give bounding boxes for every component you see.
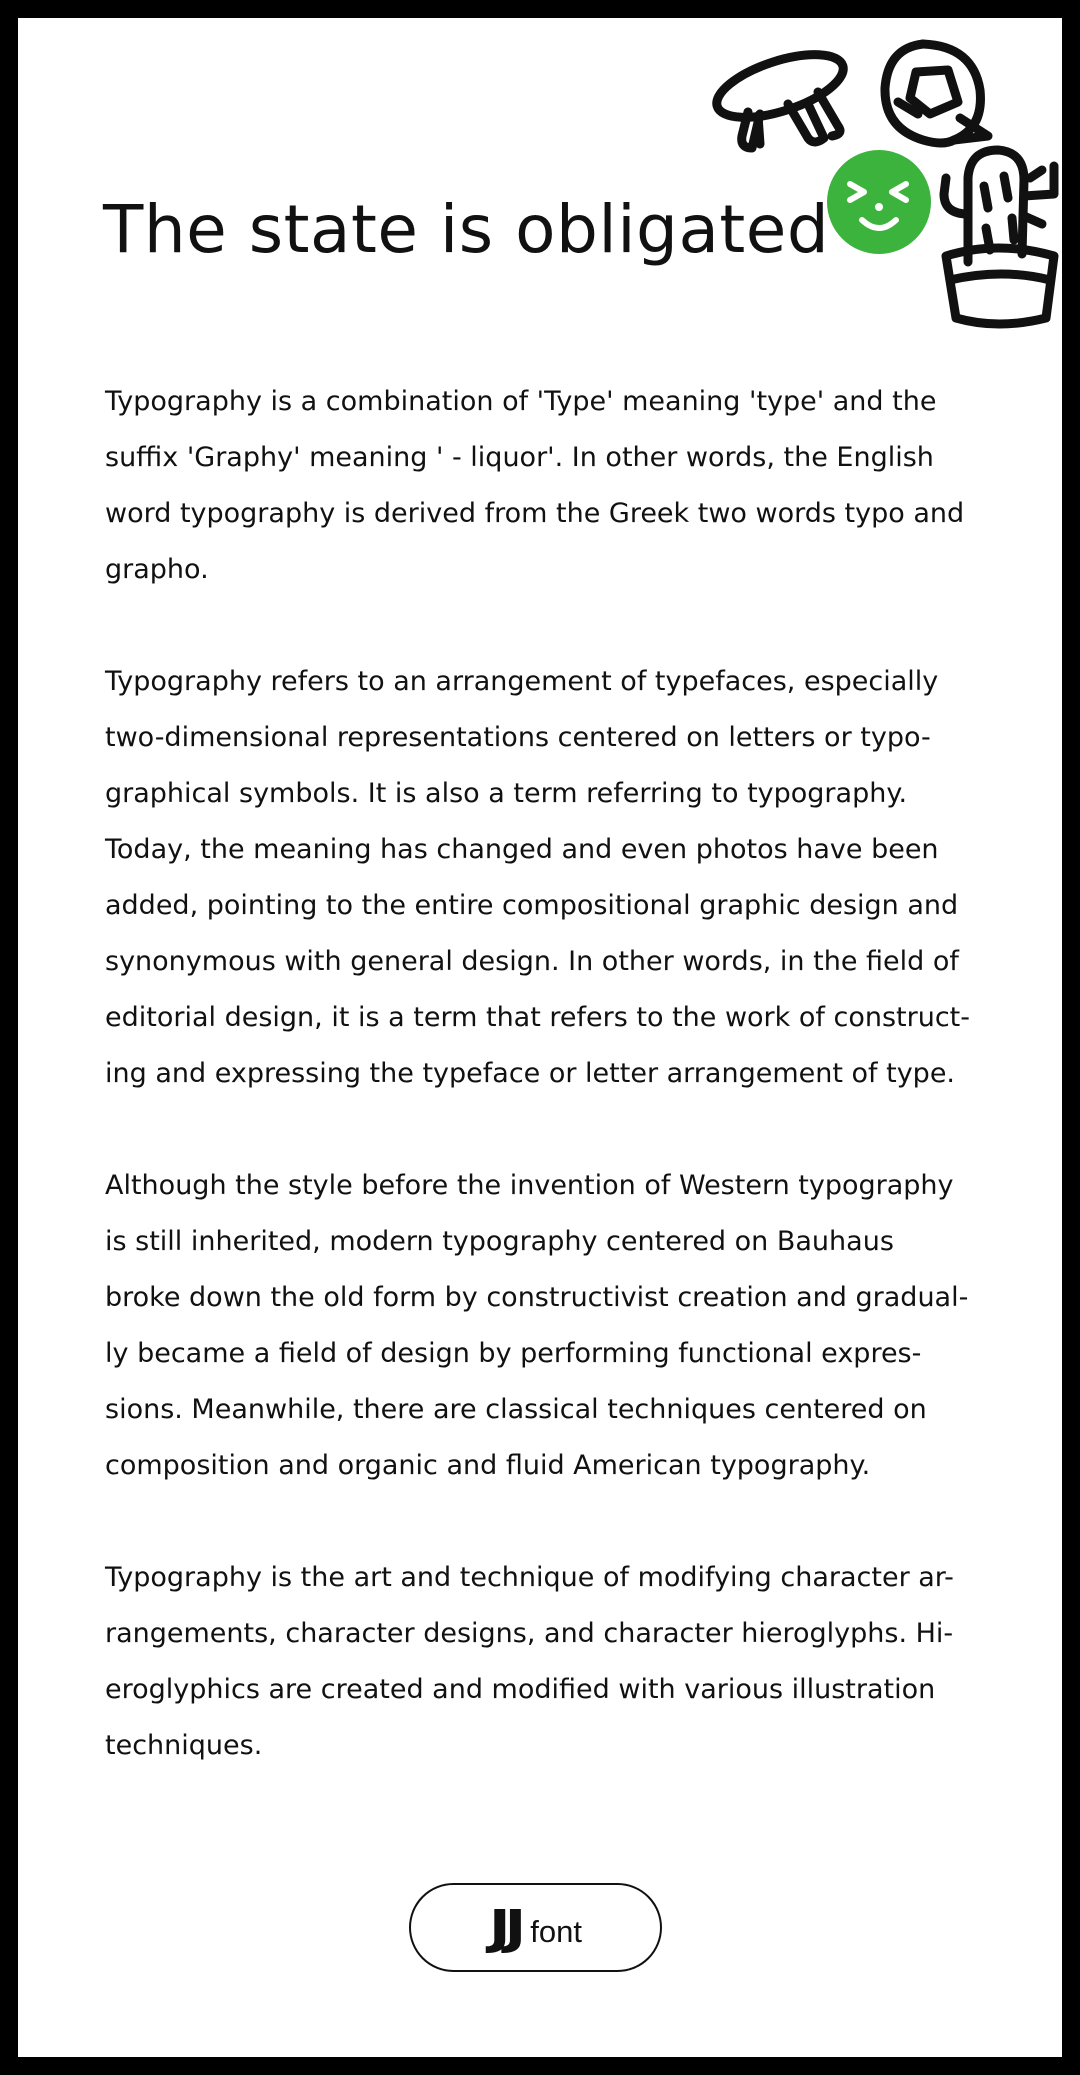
- text-line: ly became a field of design by performing functional expres-: [105, 1338, 922, 1369]
- text-line: two-dimensional representations centered on letters or typo-: [105, 722, 931, 753]
- brand-mark: JJ: [489, 1898, 521, 1955]
- text-line: editorial design, it is a term that refers to the work of construct-: [105, 1002, 971, 1033]
- page-title: The state is obligated: [103, 191, 830, 268]
- paragraph-4: [105, 1550, 1005, 1774]
- text-line: Although the style before the invention of Western typography: [105, 1170, 954, 1201]
- paragraph-3: [105, 1158, 1005, 1494]
- text-line: Today, the meaning has changed and even photos have been: [105, 834, 939, 865]
- text-line: composition and organic and fluid American typography.: [105, 1450, 871, 1481]
- text-line: Typography is the art and technique of modifying character ar-: [105, 1562, 954, 1593]
- cactus-pot-icon: [944, 150, 1054, 324]
- text-line: word typography is derived from the Greek two words typo and: [105, 498, 965, 529]
- text-line: broke down the old form by constructivist creation and gradual-: [105, 1282, 969, 1313]
- text-line: grapho.: [105, 554, 209, 585]
- text-line: Typography is a combination of 'Type' meaning 'type' and the: [105, 386, 937, 417]
- text-line: Typography refers to an arrangement of typefaces, especially: [105, 666, 939, 697]
- table-icon: [710, 42, 851, 148]
- brand-word: font: [530, 1913, 582, 1949]
- text-line: eroglyphics are created and modified with various illustration: [105, 1674, 936, 1705]
- text-line: synonymous with general design. In other words, in the field of: [105, 946, 959, 977]
- paragraph-1: [105, 374, 1005, 598]
- text-line: sions. Meanwhile, there are classical techniques centered on: [105, 1394, 927, 1425]
- magnifier-icon: [885, 44, 988, 143]
- text-line: ing and expressing the typeface or letter arrangement of type.: [105, 1058, 956, 1089]
- text-line: added, pointing to the entire compositional graphic design and: [105, 890, 959, 921]
- article-body: [105, 374, 1005, 1830]
- page-card: [18, 18, 1062, 2057]
- paragraph-2: [105, 654, 1005, 1102]
- text-line: is still inherited, modern typography centered on Bauhaus: [105, 1226, 894, 1257]
- brand-logo: [409, 1883, 662, 1972]
- doodle-illustrations: [18, 18, 1062, 358]
- text-line: graphical symbols. It is also a term referring to typography.: [105, 778, 908, 809]
- smiley-face-icon: [827, 150, 931, 254]
- text-line: rangements, character designs, and character hieroglyphs. Hi-: [105, 1618, 954, 1649]
- text-line: suffix 'Graphy' meaning ' - liquor'. In other words, the English: [105, 442, 934, 473]
- text-line: techniques.: [105, 1730, 263, 1761]
